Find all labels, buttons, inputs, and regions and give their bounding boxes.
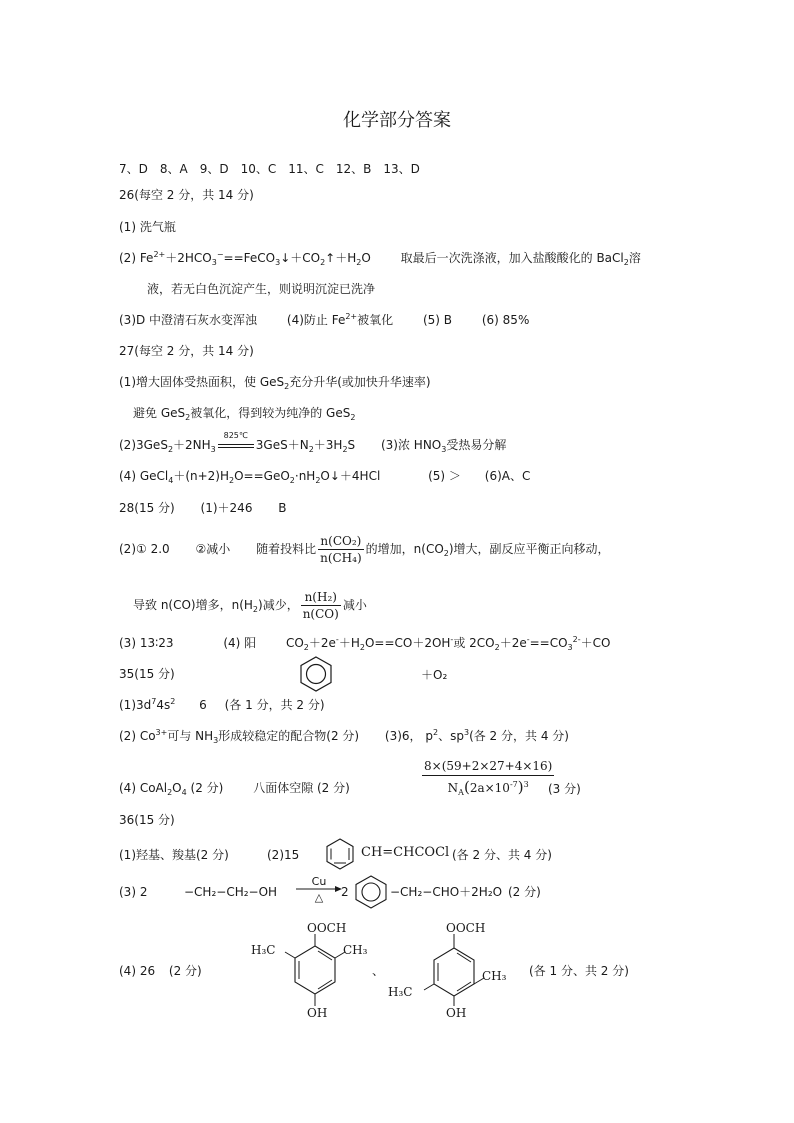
q35-answer-3a: (3)6， p (384, 729, 433, 743)
ratio-co2-ch4 (318, 533, 364, 566)
q26-answer-4b: 被氧化 (357, 313, 394, 327)
isomer-2-right: CH₃ (482, 969, 507, 983)
q35-formula-a: (4) CoAl (119, 781, 168, 795)
q27-answer-5: (5) ＞ (428, 469, 461, 483)
reaction-temperature: 825℃ (223, 431, 248, 440)
q35-answer-2a: (2) Co (119, 729, 156, 743)
q26-answer-4a: (4)防止 Fe (286, 313, 346, 327)
q26-answer-6: (6) 85% (481, 313, 530, 327)
ratio-h2-co-num: n(H₂) (301, 589, 341, 606)
q35-answer-2c: 形成较稳定的配合物(2 分) (218, 729, 360, 743)
q28-answer-3: (3) 13∶23 (119, 636, 174, 650)
density-fraction (422, 757, 554, 799)
q35-config-a: (1)3d (119, 698, 152, 712)
heat-symbol: △ (314, 891, 324, 904)
q36-product-coef: 2 (341, 885, 349, 899)
q35-answer-1b: 6 (199, 698, 207, 712)
isomer-1-right: CH₃ (343, 943, 368, 957)
q35-answer-1: $(1)3d^74s^2$ 6 (各 1 分，共 2 分) (119, 697, 325, 712)
q27-answer-1c-b: 被氧化，得到较为纯净的 GeS (190, 406, 351, 420)
density-denominator: $N_A(2a\times 10^{-7})^3$ (447, 778, 529, 797)
q26-answer-3: (3)D 中澄清石灰水变浑浊 (119, 313, 258, 327)
q27-answer-4-6: (4) $GeCl_4+(n+2)H_2O==GeO_2\cdot nH_2O↓+4HCl$ (5) ＞ (6)A、C (119, 469, 531, 485)
q36-answer-3: (3) 2 (119, 885, 148, 899)
benzene-ring-icon (322, 836, 358, 872)
q36-answer-4 (119, 963, 202, 979)
q27-header: 27(每空 2 分，共 14 分) (119, 344, 254, 358)
q36-answer-1-2-score: (各 2 分、共 4 分) (452, 848, 552, 862)
q26-header: 26(每空 2 分，共 14 分) (119, 188, 254, 202)
q36-header: 36(15 分) (119, 813, 175, 827)
q28-answer-3-4: (3) 13∶23 (4) 阳 $CO_2+2e^-+H_2O==CO+2OH^-$或 $2CO_2+2e^-==CO_3^{2-}+CO$ (119, 635, 611, 652)
q36-answer-4b-score: (各 1 分、共 2 分) (529, 964, 629, 978)
q35-answer-3c: (各 2 分，共 4 分) (469, 729, 569, 743)
q35-config-b: 4s (156, 698, 171, 712)
q26-wash-tail: 溶 (628, 251, 641, 265)
q28-reason-d: 导致 n(CO)增多，n(H (133, 598, 253, 612)
q36-answer-1: (1)羟基、羧基(2 分) (119, 848, 229, 862)
q36-answer-4-score: (2 分) (168, 964, 202, 978)
q26-answer-1: (1) 洗气瓶 (119, 220, 176, 234)
q35-header: 35(15 分) (119, 667, 175, 681)
q35-answer-1-score: (各 1 分，共 2 分) (224, 698, 325, 712)
q28-reason-e: )减少， (258, 598, 299, 612)
q27-answer-3: (3)浓 $HNO_3$受热易分解 (380, 438, 507, 454)
q28-answer-1-choice: B (278, 501, 287, 515)
isomer-2-left: H₃C (388, 985, 413, 999)
isomer-2-top: OOCH (446, 921, 486, 935)
q28-reason-a: 随着投料比 (256, 542, 317, 556)
q26-answer-4: (4)防止 $Fe^{2+}$被氧化 (286, 312, 394, 327)
isomer-separator: 、 (372, 964, 385, 978)
density-numerator: 8×(59+2×27+4×16) (422, 757, 554, 776)
q35-oxygen: ＋O₂ (421, 668, 448, 682)
benzene-ring-icon (296, 654, 336, 694)
q35-answer-4-score: (3 分) (548, 782, 581, 796)
q36-answer-3-score: (2 分) (508, 885, 541, 899)
q28-answer-2: (2)① 2.0 ②减小 随着投料比 $\frac{\text{n(CO₂)}}{\text{n(CH₄)}}$ 的增加，$n(CO_2)$增大，副反应平衡正向移动， (119, 534, 610, 565)
q27-answer-6: (6)A、C (484, 469, 531, 483)
q26-answer-2-label: (2) (119, 251, 136, 265)
q26-answer-2: (2) $Fe^{2+}+2HCO_3^-==FeCO_3↓+CO_2↑+H_2O$ 取最后一次洗涤液，加入盐酸酸化的 BaCl$_2$溶 (119, 250, 641, 267)
q28-answer-1: (1)＋246 (200, 501, 253, 515)
acyl-chloride: CH=CHCOCl (361, 845, 450, 860)
isomer-1-top: OOCH (307, 921, 347, 935)
q27-answer-1a: (1)增大固体受热面积，使 GeS (119, 375, 285, 389)
q36-answer-2: (2)15 (267, 848, 300, 862)
mc-answers: 7、D 8、A 9、D 10、C 11、C 12、B 13、D (119, 162, 420, 176)
q28-answer-4: (4) 阳 (223, 636, 257, 650)
ratio-co2-ch4-den: n(CH₄) (320, 551, 362, 565)
q26-answer-2-cont: 液，若无白色沉淀产生，则说明沉淀已洗净 (147, 282, 376, 296)
q28-answer-2-1: (2)① 2.0 (119, 542, 170, 556)
isomer-1-structure (247, 918, 377, 1020)
q27-answer-1-cont: 避免 GeS$_2$被氧化，得到较为纯净的 GeS$_2$ (133, 406, 356, 422)
q27-answer-1b: 充分升华(或加快升华速率) (289, 375, 431, 389)
ratio-h2-co (301, 589, 341, 622)
page-title: 化学部分答案 (343, 110, 451, 131)
isomer-1-left: H₃C (251, 943, 276, 957)
reaction-condition (216, 431, 256, 453)
q27-answer-2-3: $(2)3GeS_2+2NH_3$ 825℃ $3GeS+N_2+3H_2S$ (3)浓 $HNO_3$受热易分解 (119, 437, 506, 453)
q36-product: −CH₂−CHO＋2H₂O (390, 885, 503, 899)
ratio-h2-co-den: n(CO) (302, 607, 339, 621)
q26-answer-5: (5) B (422, 313, 453, 327)
q28-header: 28(15 分) (119, 501, 175, 515)
q35-void: 八面体空隙 (2 分) (253, 781, 350, 795)
ratio-co2-ch4-num: n(CO₂) (318, 533, 364, 550)
q35-answer-3b: 、sp (438, 729, 464, 743)
q35-answer-2b: 可与 NH (167, 729, 214, 743)
catalyst-cu: Cu (311, 875, 327, 888)
q28-reason-f: 减小 (342, 598, 367, 612)
q35-answer-2-3: (2) $Co^{3+}$可与 $NH_3$形成较稳定的配合物(2 分) (3)6， $p^2$、$sp^3$(各 2 分，共 4 分) (119, 728, 569, 745)
q26-wash-method: 取最后一次洗涤液，加入盐酸酸化的 BaCl (400, 251, 624, 265)
q36-answer-4a: (4) 26 (119, 964, 156, 978)
q28-header-line (119, 500, 287, 516)
q26-answer-3-6 (119, 312, 529, 328)
q35-answer-4: (4) $CoAl_2O_4$ (2 分) 八面体空隙 (2 分) (119, 781, 350, 797)
q35-formula-score: (2 分) (186, 781, 224, 795)
q27-answer-1: (1)增大固体受热面积，使 GeS$_2$充分升华(或加快升华速率) (119, 375, 431, 391)
benzene-ring-icon (352, 874, 390, 910)
isomer-1-bottom: OH (307, 1006, 328, 1020)
isomer-2-bottom: OH (446, 1006, 467, 1020)
q27-answer-3b: 受热易分解 (446, 438, 507, 452)
isomer-2-structure (386, 918, 516, 1020)
q28-answer-2-2: ②减小 (195, 542, 231, 556)
q28-answer-2-cont: 导致 n(CO)增多，$n(H_2)$减少， $\frac{\text{n(H₂)}}{n(CO)}$ 减小 (133, 590, 367, 621)
q28-reason-c: )增大，副反应平衡正向移动， (448, 542, 610, 556)
q28-reason-b: 的增加，n(CO (365, 542, 444, 556)
q27-answer-3a: (3)浓 HNO (380, 438, 442, 452)
q35-formula-b: O (172, 781, 182, 795)
q27-answer-1c-a: 避免 GeS (133, 406, 186, 420)
q36-reactant: −CH₂−CH₂−OH (184, 885, 278, 899)
